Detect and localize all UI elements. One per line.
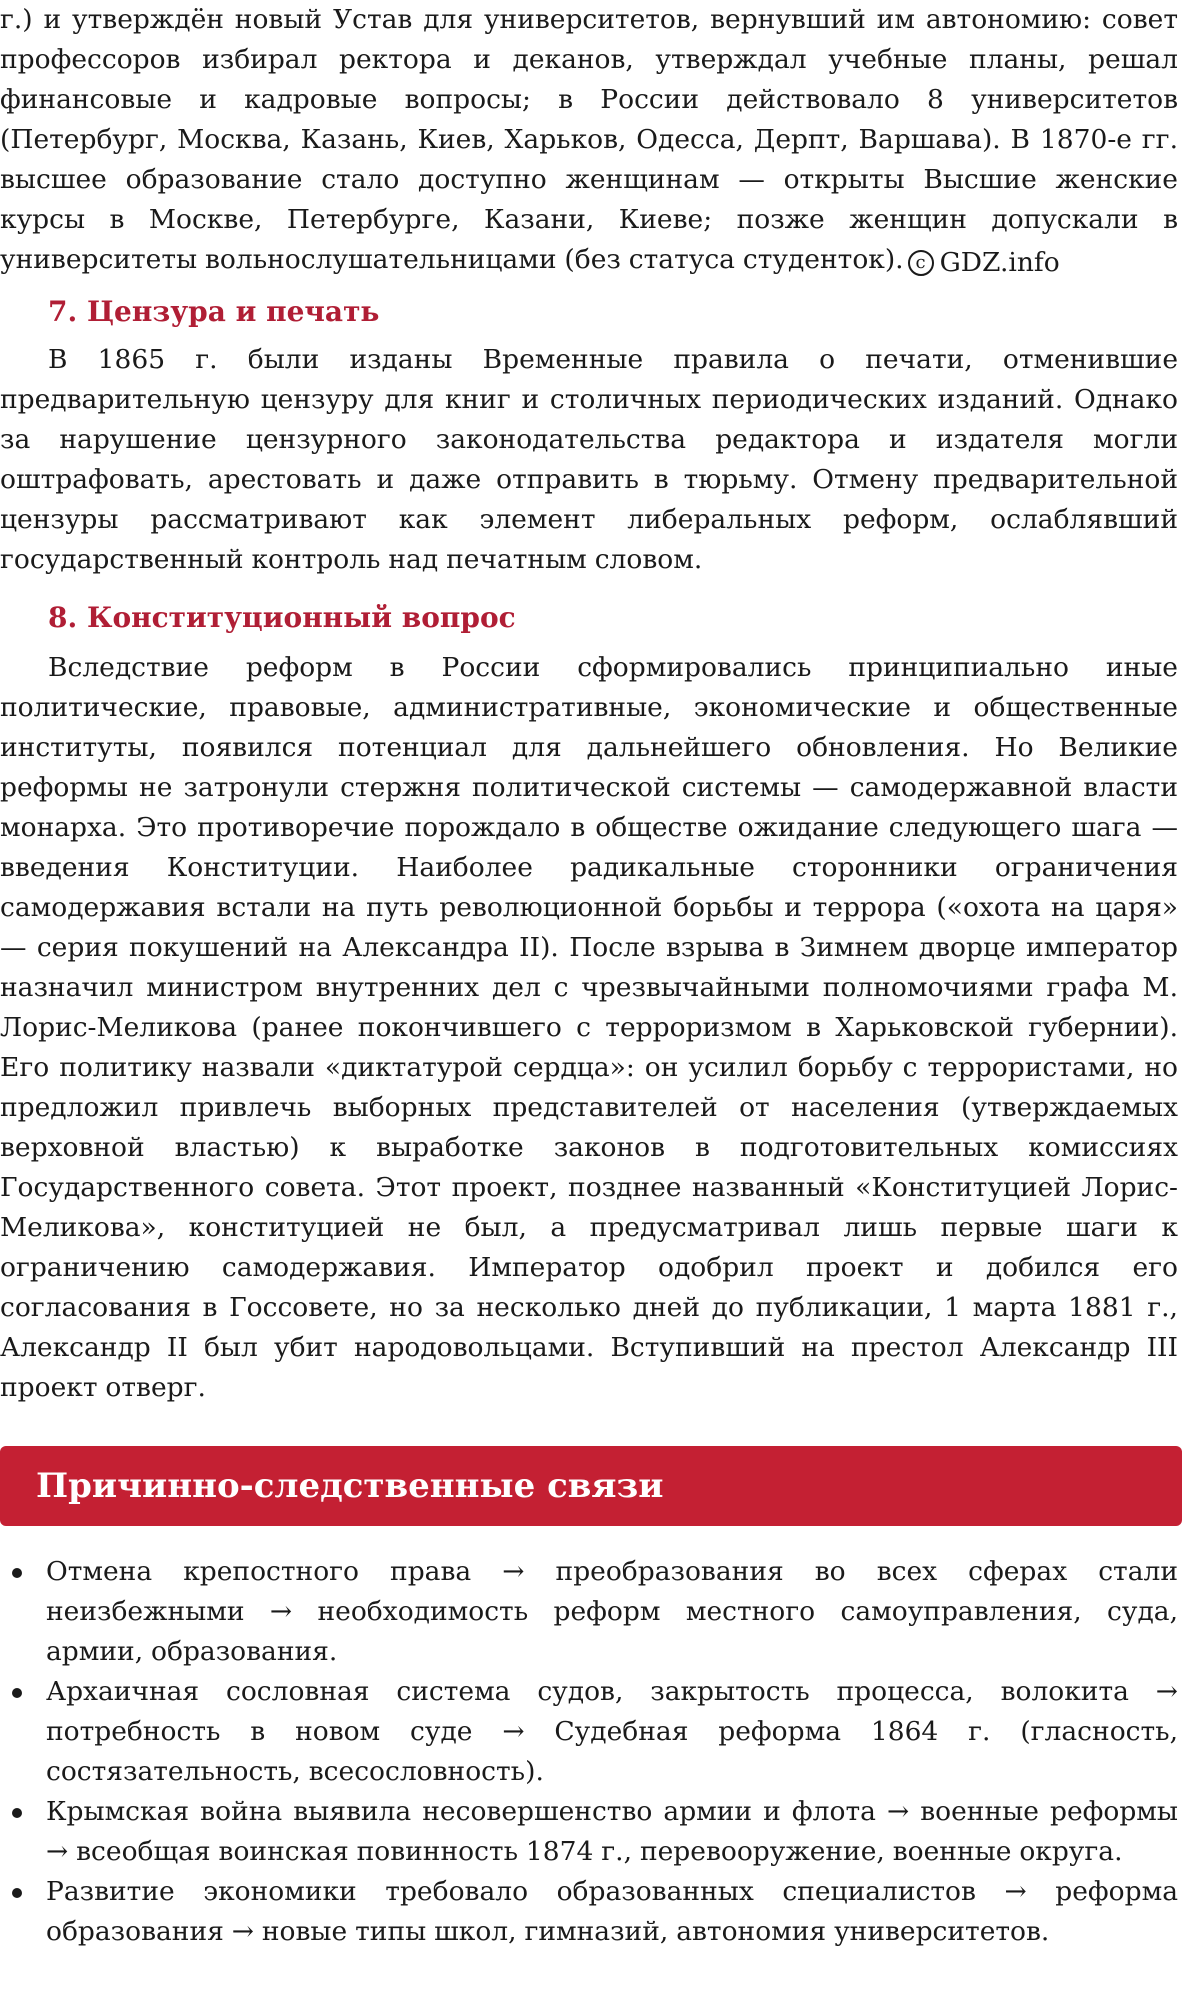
copyright-text: GDZ.info <box>939 247 1060 278</box>
section-8-heading: 8. Конституционный вопрос <box>48 601 516 634</box>
copyright-icon: c <box>908 250 934 276</box>
bullet-icon <box>12 1808 22 1818</box>
bullet-icon <box>12 1568 22 1578</box>
list-item-text: Отмена крепостного права → преобразования во всех сферах стали неизбежными → необходимость реформ местного самоуправления, суда, армии, образования. <box>46 1556 1178 1667</box>
list-item <box>0 1672 1178 1792</box>
causes-banner-title: Причинно-следственные связи <box>36 1466 664 1506</box>
list-item-text: Архаичная сословная система судов, закрытость процесса, волокита → потребность в новом суде → Судебная реформа 1864 г. (гласность, состязательность, всесословность). <box>46 1676 1178 1787</box>
intro-text: г.) и утверждён новый Устав для университетов, вернувший им автономию: совет профессоров избирал ректора и деканов, утверждал учебные планы, решал финансовые и кадровые вопросы; в России действовало 8 университетов (Петербург, Москва, Казань, Киев, Харьков, Одесса, Дерпт, Варшава). В 1870-е гг. высшее образование стало доступно женщинам — открыты Высшие женские курсы в Москве, Петербурге, Казани, Киеве; позже женщин допускали в университеты вольнослушательницами (без статуса студенток). <box>0 4 1178 275</box>
list-item-text: Крымская война выявила несовершенство армии и флота → военные реформы → всеобщая воинская повинность 1874 г., перевооружение, военные округа. <box>46 1796 1178 1867</box>
list-item <box>0 1552 1178 1672</box>
list-item <box>0 1872 1178 1952</box>
list-item-text: Развитие экономики требовало образованных специалистов → реформа образования → новые типы школ, гимназий, автономия университетов. <box>46 1876 1178 1947</box>
section-7-heading: 7. Цензура и печать <box>48 295 380 328</box>
list-item <box>0 1792 1178 1872</box>
section-8-paragraph: Вследствие реформ в России сформировались принципиально иные политические, правовые, административные, экономические и общественные институты, появился потенциал для дальнейшего обновления. Но Великие реформы не затронули стержня политической системы — самодержавной власти монарха. Это противоречие порождало в обществе ожидание следующего шага — введения Конституции. Наиболее радикальные сторонники ограничения самодержавия встали на путь революционной борьбы и террора («охота на царя» — серия покушений на Александра II). После взрыва в Зимнем дворце император назначил министром внутренних дел с чрезвычайными полномочиями графа М. Лорис-Меликова (ранее покончившего с терроризмом в Харьковской губернии). Его политику назвали «диктатурой сердца»: он усилил борьбу с террористами, но предложил привлечь выборных представителей от населения (утверждаемых верховной властью) к выработке законов в подготовительных комиссиях Государственного совета. Этот проект, позднее названный «Конституцией Лорис-Меликова», конституцией не был, а предусматривал лишь первые шаги к ограничению самодержавия. Император одобрил проект и добился его согласования в Госсовете, но за несколько дней до публикации, 1 марта 1881 г., Александр II был убит народовольцами. Вступивший на престол Александр III проект отверг. <box>0 652 1178 1403</box>
bullet-icon <box>12 1888 22 1898</box>
copyright-notice <box>904 243 1060 283</box>
causes-banner <box>0 1446 1182 1526</box>
bullet-icon <box>12 1688 22 1698</box>
causes-list <box>0 1552 1182 1952</box>
intro-paragraph <box>0 0 1178 283</box>
section-7-paragraph: В 1865 г. были изданы Временные правила о печати, отменившие предварительную цензуру для книг и столичных периодических изданий. Однако за нарушение цензурного законодательства редактора и издателя могли оштрафовать, арестовать и даже отправить в тюрьму. Отмену предварительной цензуры рассматривают как элемент либеральных реформ, ослаблявший государственный контроль над печатным словом. <box>0 344 1178 575</box>
